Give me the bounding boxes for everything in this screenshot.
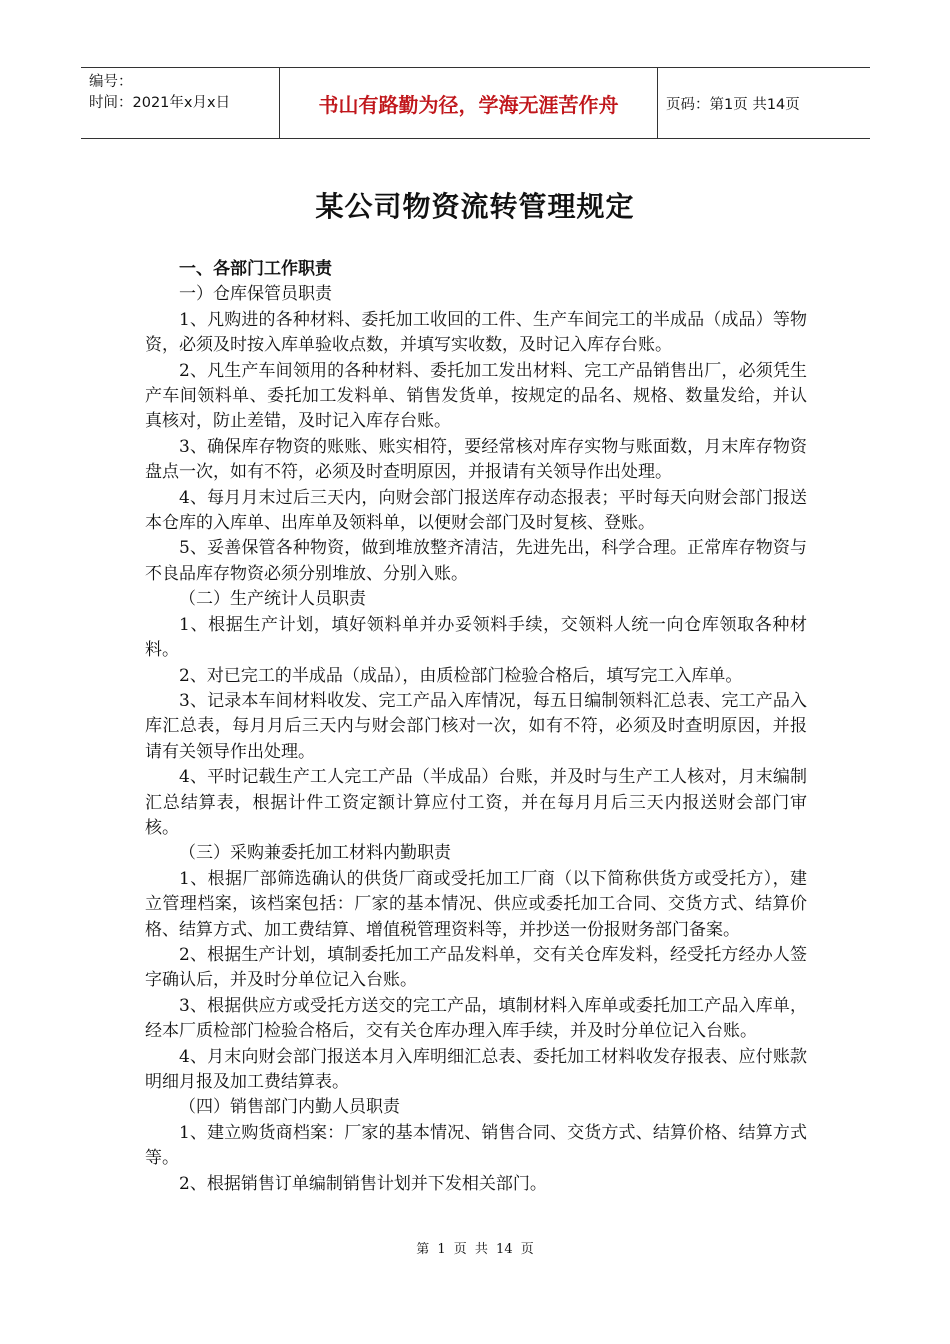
document-body <box>145 257 807 1197</box>
document-title: 某公司物资流转管理规定 <box>315 190 635 223</box>
paragraph: 4、月末向财会部门报送本月入库明细汇总表、委托加工材料收发存报表、应付账款明细月报及加工费结算表。 <box>145 1046 807 1092</box>
paragraph: 4、每月月末过后三天内，向财会部门报送库存动态报表；平时每天向财会部门报送本仓库的入库单、出库单及领料单，以便财会部门及时复核、登账。 <box>145 487 807 534</box>
paragraph: 2、对已完工的半成品（成品），由质检部门检验合格后，填写完工入库单。 <box>179 665 743 686</box>
paragraph: 2、根据销售订单编制销售计划并下发相关部门。 <box>179 1173 547 1194</box>
paragraph: 1、凡购进的各种材料、委托加工收回的工件、生产车间完工的半成品（成品）等物资，必须及时按入库单验收点数，并填写实收数，及时记入库存台账。 <box>145 309 807 356</box>
paragraph: 1、根据生产计划，填好领料单并办妥领料手续，交领料人统一向仓库领取各种材料。 <box>145 614 807 661</box>
paragraph: 5、妥善保管各种物资，做到堆放整齐清洁，先进先出，科学合理。正常库存物资与不良品库存物资必须分别堆放、分别入账。 <box>145 538 807 584</box>
document-time: 时间：2021年x月x日 <box>89 95 231 111</box>
paragraph: 2、凡生产车间领用的各种材料、委托加工发出材料、完工产品销售出厂，必须凭生产车间领料单、委托加工发料单、销售发货单，按规定的品名、规格、数量发给，并认真核对，防止差错，及时记入库存台账。 <box>145 360 807 432</box>
page-footer: 第 1 页 共 14 页 <box>416 1242 534 1257</box>
header-meta <box>81 68 280 138</box>
header-motto: 书山有路勤为径，学海无涯苦作舟 <box>280 68 658 138</box>
header-page-info: 页码：第1页 共14页 <box>666 96 800 113</box>
subsection-heading: （四）销售部门内勤人员职责 <box>179 1097 400 1118</box>
paragraph: 3、记录本车间材料收发、完工产品入库情况，每五日编制领料汇总表、完工产品入库汇总表，每月月后三天内与财会部门核对一次，如有不符，必须及时查明原因，并报请有关领导作出处理。 <box>145 690 807 762</box>
paragraph: 4、平时记载生产工人完工产品（半成品）台账，并及时与生产工人核对，月末编制汇总结算表，根据计件工资定额计算应付工资，并在每月月后三天内报送财会部门审核。 <box>145 767 807 838</box>
subsection-heading: （三）采购兼委托加工材料内勤职责 <box>179 843 451 864</box>
paragraph: 3、根据供应方或受托方送交的完工产品，填制材料入库单或委托加工产品入库单，经本厂质检部门检验合格后，交有关仓库办理入库手续，并及时分单位记入台账。 <box>145 995 807 1042</box>
paragraph: 1、建立购货商档案：厂家的基本情况、销售合同、交货方式、结算价格、结算方式等。 <box>145 1122 807 1169</box>
paragraph: 1、根据厂部筛选确认的供货厂商或受托加工厂商（以下简称供货方或受托方），建立管理档案，该档案包括：厂家的基本情况、供应或委托加工合同、交货方式、结算价格、结算方式、加工费结算、增值税管理资料等，并抄送一份报财务部门备案。 <box>145 868 807 940</box>
page-header <box>81 67 870 139</box>
section-heading: 一、各部门工作职责 <box>179 259 332 279</box>
paragraph: 2、根据生产计划，填制委托加工产品发料单，交有关仓库发料，经受托方经办人签字确认后，并及时分单位记入台账。 <box>145 944 807 991</box>
subsection-heading: （二）生产统计人员职责 <box>179 589 366 610</box>
subsection-heading: 一）仓库保管员职责 <box>179 284 332 305</box>
document-number-label: 编号： <box>89 74 133 90</box>
paragraph: 3、确保库存物资的账账、账实相符，要经常核对库存实物与账面数，月末库存物资盘点一次，如有不符，必须及时查明原因，并报请有关领导作出处理。 <box>145 436 807 483</box>
